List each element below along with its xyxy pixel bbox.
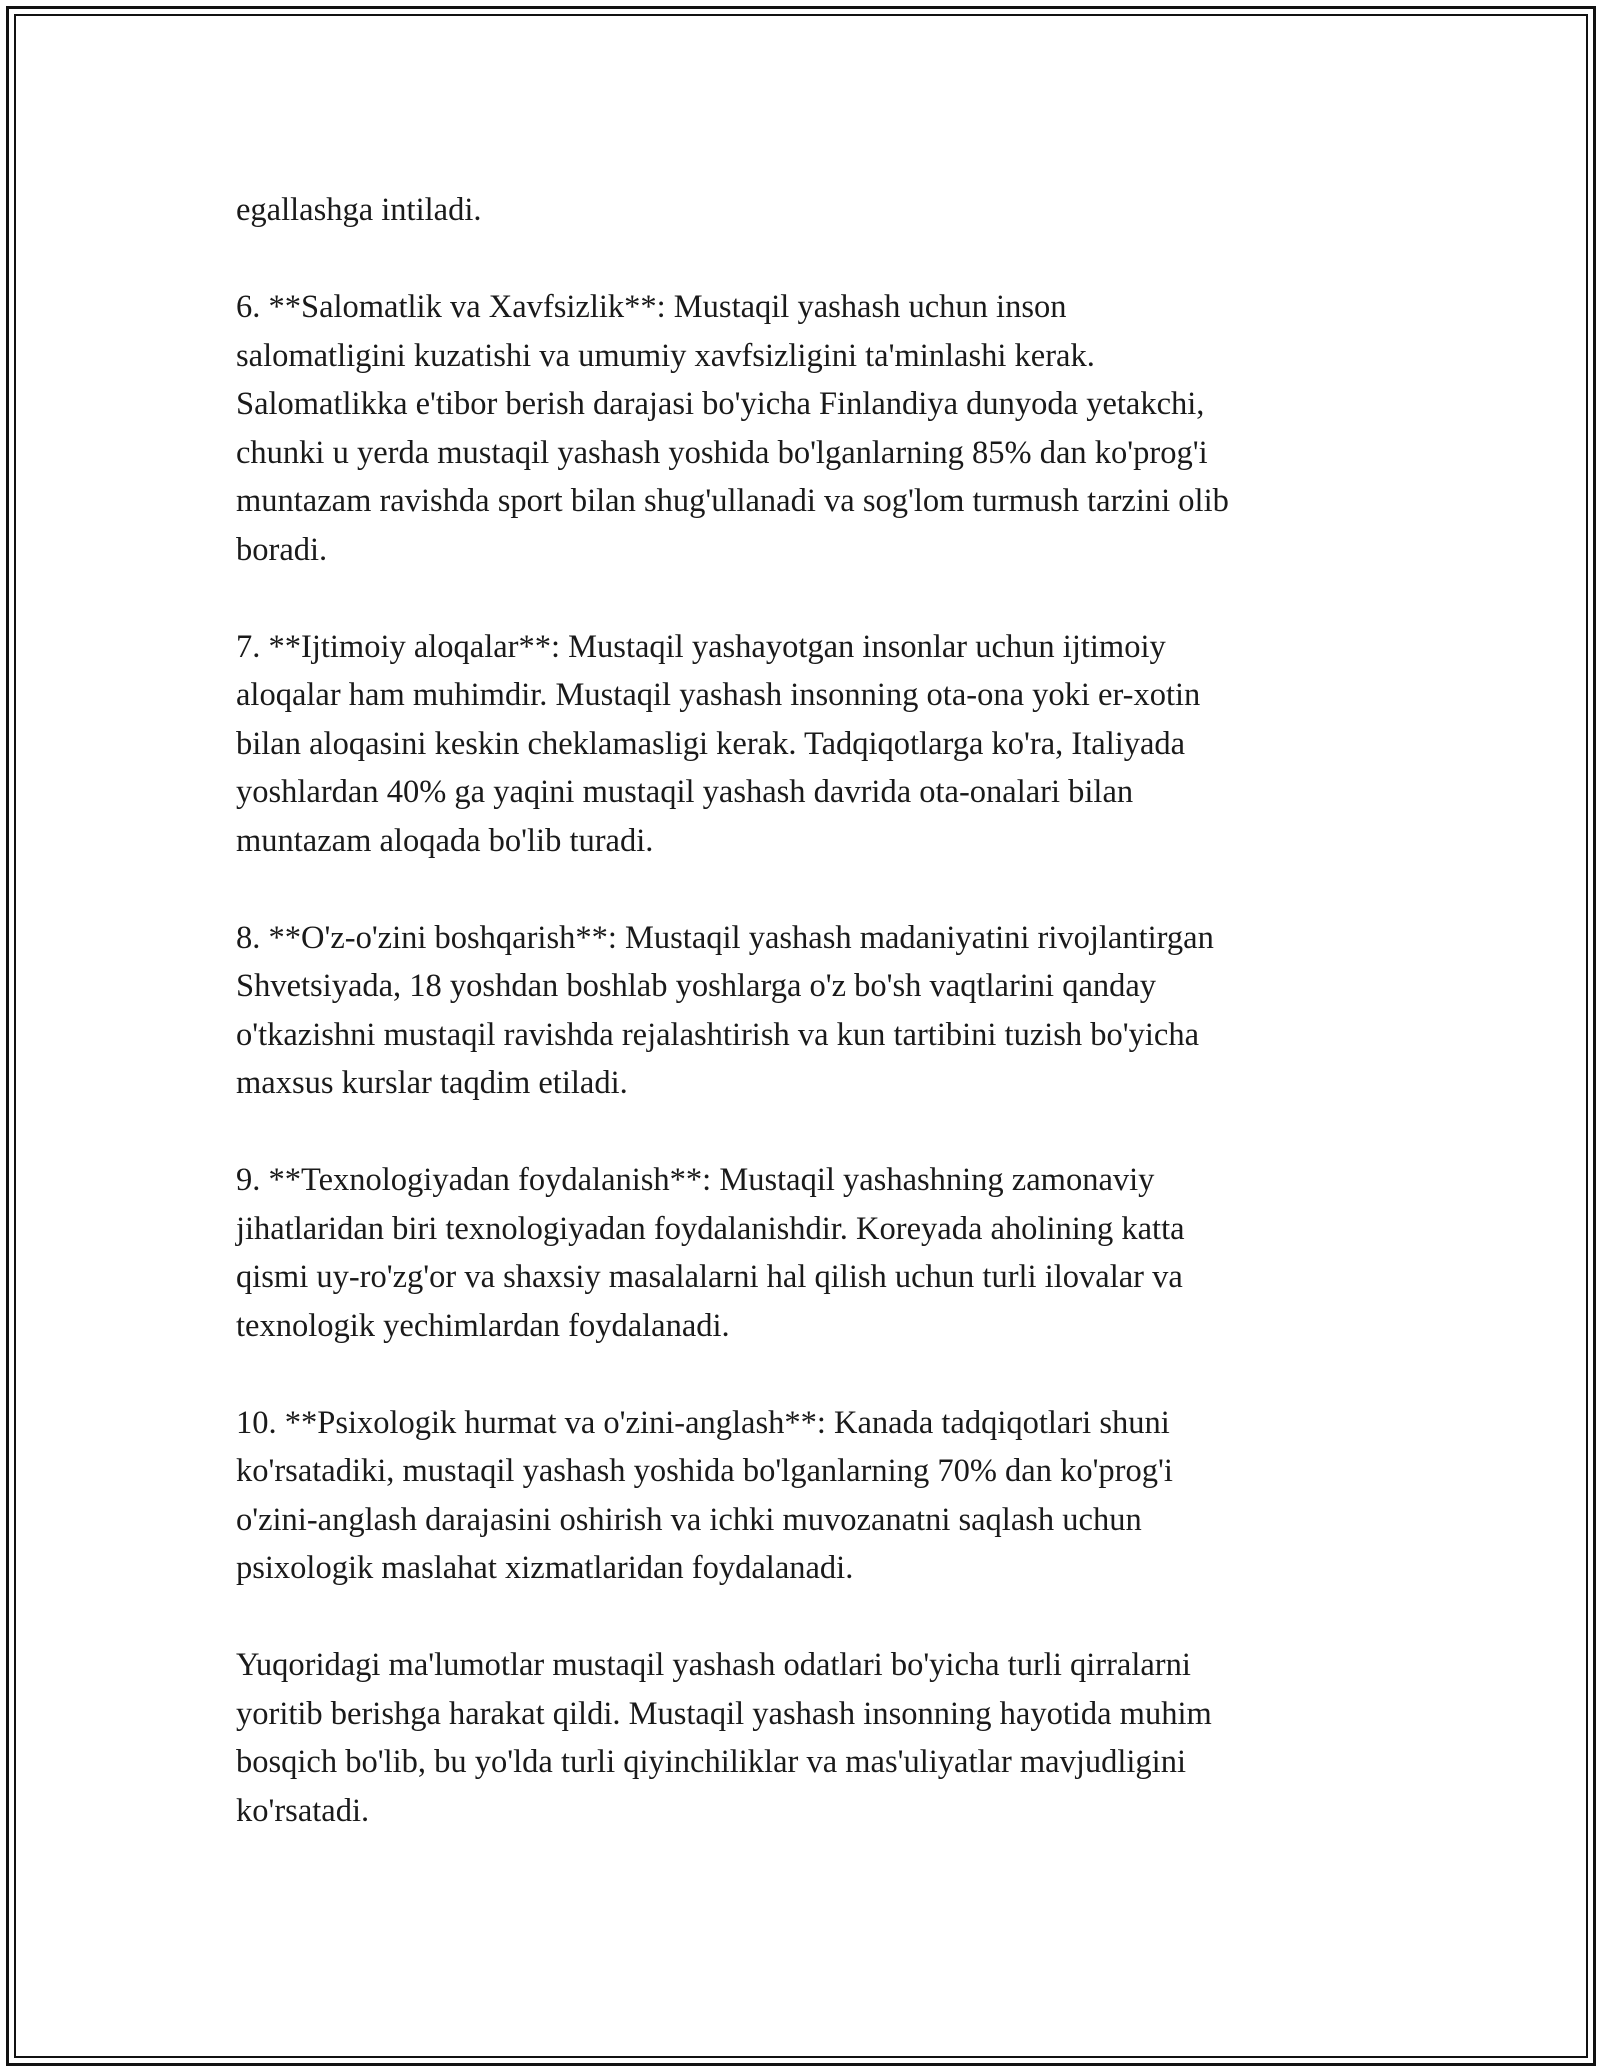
text-line: muntazam ravishda sport bilan shug'ullanadi va sog'lom turmush tarzini olib: [236, 483, 1229, 519]
text-line: bosqich bo'lib, bu yo'lda turli qiyinchiliklar va mas'uliyatlar mavjudligini: [236, 1744, 1186, 1780]
text-line: ko'rsatadiki, mustaqil yashash yoshida bo'lganlarning 70% dan ko'prog'i: [236, 1453, 1173, 1489]
paragraph-conclusion: [236, 1641, 1376, 1835]
text-line: bilan aloqasini keskin cheklamasligi kerak. Tadqiqotlarga ko'ra, Italiyada: [236, 725, 1186, 762]
text-line: texnologik yechimlardan foydalanadi.: [236, 1307, 730, 1344]
text-line: qismi uy-ro'zg'or va shaxsiy masalalarni hal qilish uchun turli ilovalar va: [236, 1259, 1183, 1295]
text-line: psixologik maslahat xizmatlaridan foydalanadi.: [236, 1550, 854, 1586]
paragraph-continuation: [236, 186, 1376, 235]
text-line: 6. **Salomatlik va Xavfsizlik**: Mustaqil yashash uchun inson: [236, 289, 1067, 325]
text-line: salomatligini kuzatishi va umumiy xavfsizligini ta'minlashi kerak.: [236, 337, 1095, 374]
text-line: ko'rsatadi.: [236, 1792, 370, 1829]
paragraph-item-9-technology: [236, 1156, 1376, 1350]
paragraph-item-7-social-connections: [236, 623, 1376, 866]
text-line: aloqalar ham muhimdir. Mustaqil yashash insonning ota-ona yoki er-xotin: [236, 677, 1201, 713]
text-line: o'zini-anglash darajasini oshirish va ichki muvozanatni saqlash uchun: [236, 1501, 1142, 1538]
paragraph-item-6-health-safety: [236, 283, 1376, 574]
text-line: Yuqoridagi ma'lumotlar mustaqil yashash odatlari bo'yicha turli qirralarni: [236, 1647, 1191, 1683]
text-line: chunki u yerda mustaqil yashash yoshida bo'lganlarning 85% dan ko'prog'i: [236, 434, 1208, 471]
paragraph-item-10-psychology: [236, 1399, 1376, 1593]
text-line: yoritib berishga harakat qildi. Mustaqil yashash insonning hayotida muhim: [236, 1695, 1212, 1732]
text-line: jihatlaridan biri texnologiyadan foydalanishdir. Koreyada aholining katta: [236, 1210, 1185, 1247]
text-line: muntazam aloqada bo'lib turadi.: [236, 822, 654, 859]
paragraph-item-8-self-management: [236, 914, 1376, 1108]
text-line: 8. **O'z-o'zini boshqarish**: Mustaqil yashash madaniyatini rivojlantirgan: [236, 919, 1214, 956]
text-line: Shvetsiyada, 18 yoshdan boshlab yoshlarga o'z bo'sh vaqtlarini qanday: [236, 968, 1157, 1004]
text-line: Salomatlikka e'tibor berish darajasi bo'yicha Finlandiya dunyoda yetakchi,: [236, 386, 1205, 422]
text-line: maxsus kurslar taqdim etiladi.: [236, 1065, 628, 1101]
text-line: boradi.: [236, 531, 328, 568]
text-line: o'tkazishni mustaqil ravishda rejalashtirish va kun tartibini tuzish bo'yicha: [236, 1016, 1200, 1053]
text-line: 9. **Texnologiyadan foydalanish**: Mustaqil yashashning zamonaviy: [236, 1162, 1155, 1198]
text-line: 10. **Psixologik hurmat va o'zini-anglash**: Kanada tadqiqotlari shuni: [236, 1404, 1170, 1441]
document-body: [236, 186, 1376, 1884]
text-line: egallashga intiladi.: [236, 192, 482, 228]
text-line: 7. **Ijtimoiy aloqalar**: Mustaqil yashayotgan insonlar uchun ijtimoiy: [236, 628, 1166, 665]
text-line: yoshlardan 40% ga yaqini mustaqil yashash davrida ota-onalari bilan: [236, 774, 1134, 810]
